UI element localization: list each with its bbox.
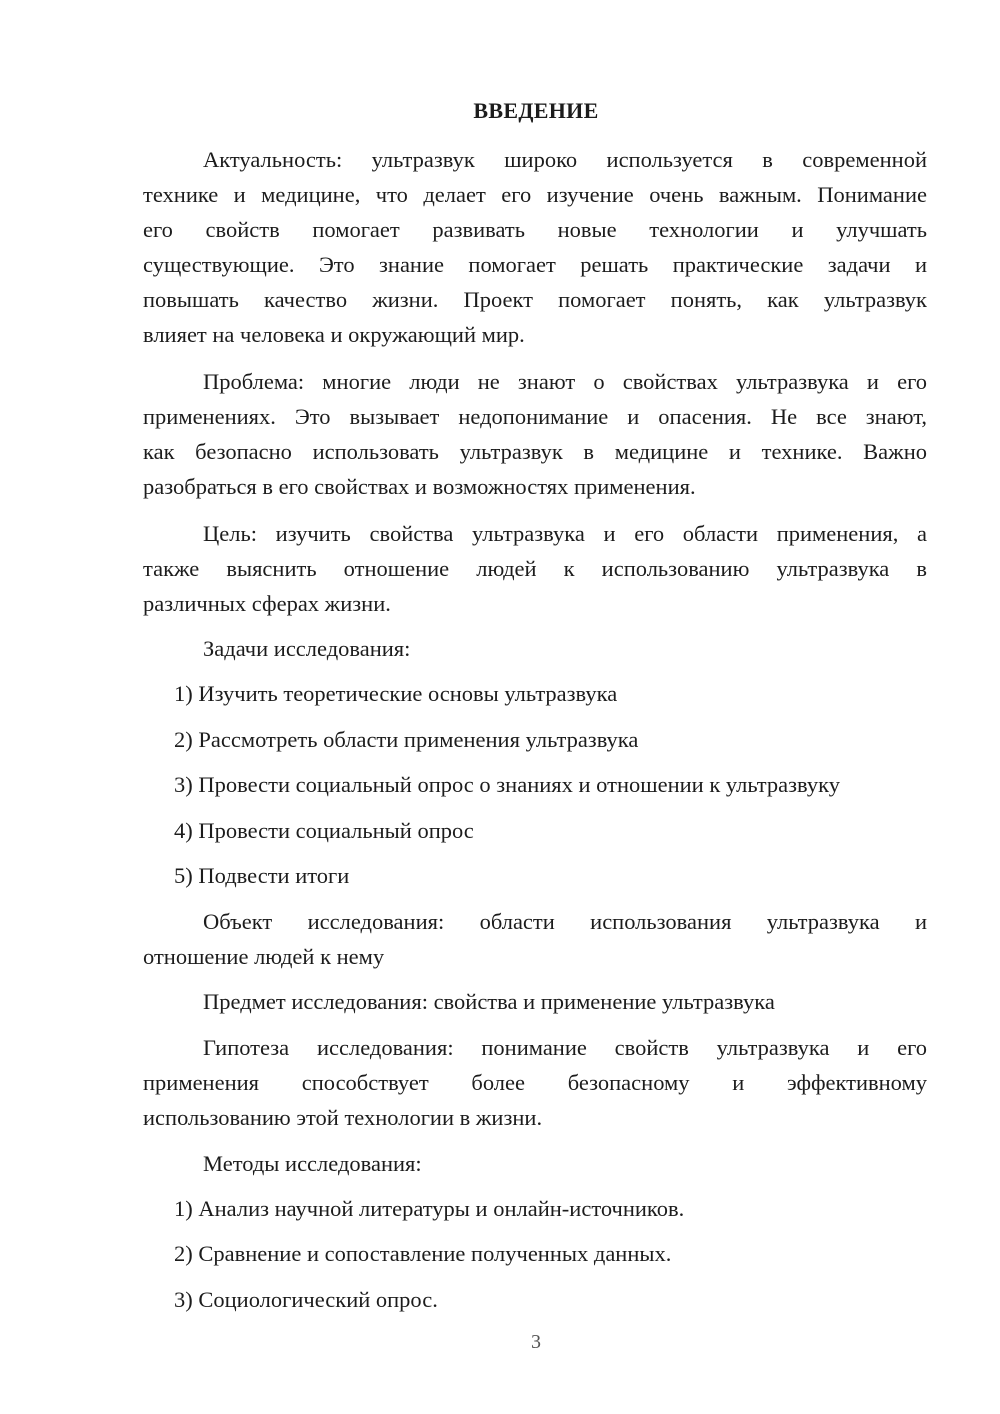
- paragraph-line: повышать качество жизни. Проект помогает понять, как ультразвук: [143, 287, 927, 312]
- methods-heading: Методы исследования:: [203, 1151, 422, 1176]
- task-item: 4) Провести социальный опрос: [174, 818, 474, 843]
- paragraph-line: как безопасно использовать ультразвук в медицине и технике. Важно: [143, 439, 927, 464]
- paragraph-line: применения способствует более безопасному и эффективному: [143, 1070, 927, 1095]
- paragraph-line: Актуальность: ультразвук широко используется в современной: [203, 147, 927, 172]
- page-number: 3: [531, 1331, 541, 1353]
- page-title: ВВЕДЕНИЕ: [473, 98, 599, 123]
- paragraph-line: разобраться в его свойствах и возможностях применения.: [143, 474, 696, 499]
- method-item: 3) Социологический опрос.: [174, 1287, 438, 1312]
- paragraph-line: влияет на человека и окружающий мир.: [143, 322, 525, 347]
- paragraph-line: Гипотеза исследования: понимание свойств ультразвука и его: [203, 1035, 927, 1060]
- paragraph-line: существующие. Это знание помогает решать практические задачи и: [143, 252, 927, 277]
- problem-paragraph: [143, 364, 927, 504]
- method-item: 1) Анализ научной литературы и онлайн-источников.: [174, 1196, 685, 1221]
- paragraph-line: Цель: изучить свойства ультразвука и его области применения, а: [203, 521, 927, 546]
- relevance-paragraph: [143, 142, 927, 352]
- task-item: 1) Изучить теоретические основы ультразвука: [174, 681, 618, 706]
- hypothesis-paragraph: [143, 1030, 927, 1135]
- subject-paragraph: Предмет исследования: свойства и применение ультразвука: [203, 989, 775, 1014]
- paragraph-line: различных сферах жизни.: [143, 591, 391, 616]
- object-paragraph: [143, 904, 927, 974]
- goal-paragraph: [143, 516, 927, 621]
- paragraph-line: применениях. Это вызывает недопонимание и опасения. Не все знают,: [143, 404, 927, 429]
- paragraph-line: использованию этой технологии в жизни.: [143, 1105, 543, 1130]
- tasks-heading: Задачи исследования:: [203, 636, 411, 661]
- paragraph-line: его свойств помогает развивать новые технологии и улучшать: [143, 217, 927, 242]
- paragraph-line: отношение людей к нему: [143, 944, 385, 969]
- paragraph-line: технике и медицине, что делает его изучение очень важным. Понимание: [143, 182, 927, 207]
- paragraph-line: Проблема: многие люди не знают о свойствах ультразвука и его: [203, 369, 927, 394]
- method-item: 2) Сравнение и сопоставление полученных данных.: [174, 1241, 672, 1266]
- task-item: 3) Провести социальный опрос о знаниях и отношении к ультразвуку: [174, 772, 840, 797]
- paragraph-line: также выяснить отношение людей к использованию ультразвука в: [143, 556, 927, 581]
- task-item: 5) Подвести итоги: [174, 863, 350, 888]
- paragraph-line: Объект исследования: области использования ультразвука и: [203, 909, 927, 934]
- task-item: 2) Рассмотреть области применения ультразвука: [174, 727, 639, 752]
